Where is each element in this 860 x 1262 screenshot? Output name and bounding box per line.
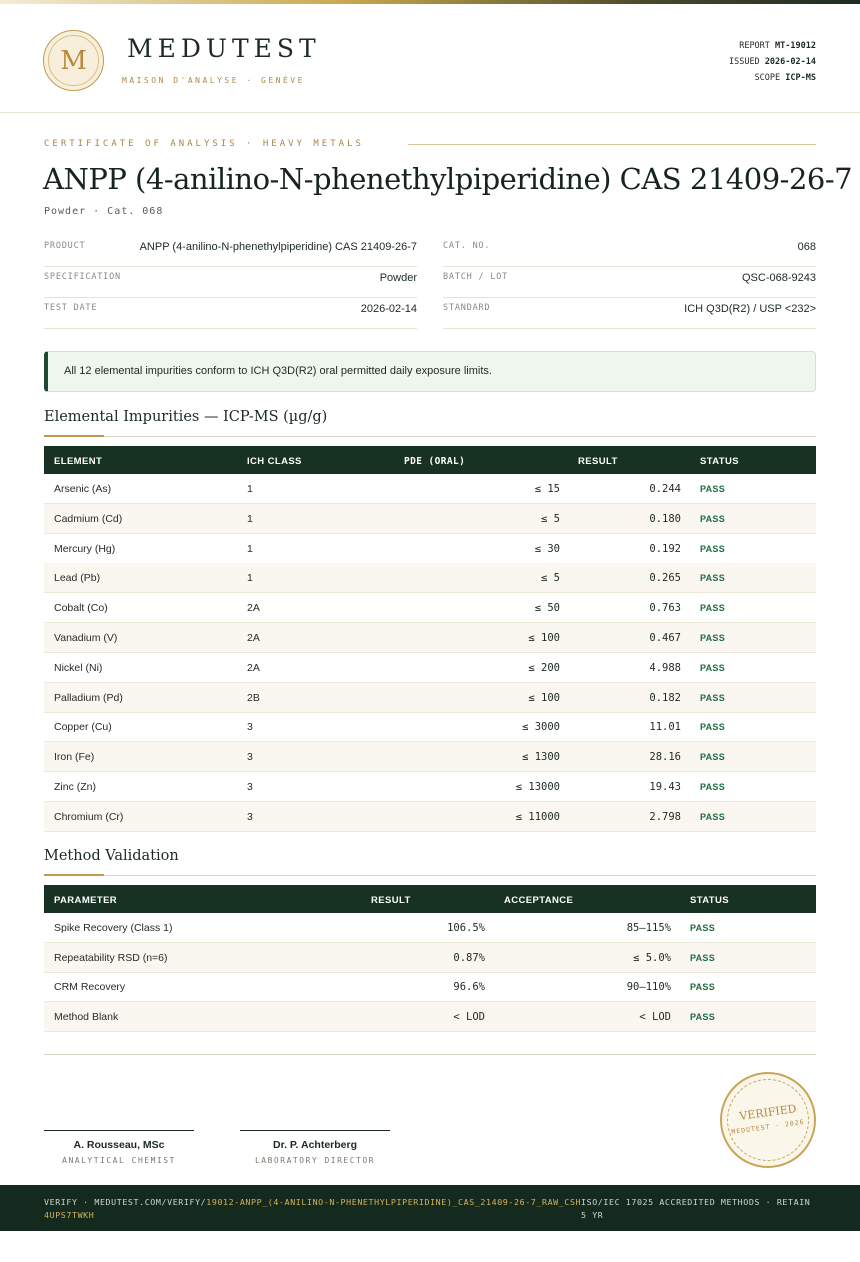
notice-text: All 12 elemental impurities conform to ICH Q3D(R2) oral permitted daily exposure limits. [64,365,492,377]
detail-product [44,236,417,267]
verified-stamp [720,1072,816,1168]
ich-class-cell: 3 [247,721,253,734]
report-label: REPORT [739,41,770,51]
certificate-subtitle: Powder · Cat. 068 [44,206,164,217]
brand-logo-letter: M [48,35,99,86]
result-cell: 19.43 [649,781,681,793]
section-accent [44,874,104,876]
status-badge: PASS [700,692,726,703]
table-row [44,653,816,683]
col-result: RESULT [578,456,618,467]
result-cell: < LOD [453,1011,485,1024]
detail-value: 2026-02-14 [360,303,417,315]
table-row [44,802,816,832]
report-meta [729,38,816,86]
col-result: RESULT [371,895,411,906]
col-status: STATUS [690,895,729,906]
signatory-role: LABORATORY DIRECTOR [254,1156,375,1165]
verify-link[interactable] [44,1196,584,1222]
accreditation-note: ISO/IEC 17025 ACCREDITED METHODS · RETAIN 5 YR [581,1197,811,1220]
status-badge: PASS [700,811,726,822]
signature-director [240,1130,390,1165]
status-badge: PASS [700,662,726,673]
table-row [44,742,816,772]
acceptance-cell: 85–115% [626,922,671,934]
section-accent [44,435,104,437]
detail-cat-no [443,236,816,267]
result-cell: 28.16 [649,751,681,764]
detail-label: PRODUCT [44,241,86,251]
status-badge: PASS [700,513,726,524]
conformance-notice [44,351,816,392]
element-cell: Iron (Fe) [54,751,95,764]
issued-label: ISSUED [728,57,760,67]
ich-class-cell: 1 [247,572,253,585]
pde-cell: ≤ 30 [534,542,560,555]
report-value: MT-19012 [775,41,816,51]
report-number [729,38,816,54]
scope-value: ICP-MS [785,73,816,83]
status-badge: PASS [700,782,726,792]
ich-class-cell: 1 [247,483,253,495]
stamp-subtext: MEDUTEST · 2026 [730,1117,806,1137]
table-row [44,623,816,653]
element-cell: Palladium (Pd) [54,691,123,704]
verify-path[interactable]: 19012-ANPP_(4-ANILINO-N-PHENETHYLPIPERIDINE)_CAS_21409-26-7_RAW_CSH4UPS7TWKH [44,1197,582,1220]
parameter-cell: CRM Recovery [54,981,126,994]
acceptance-cell: 90–110% [626,981,671,994]
verify-prefix: VERIFY · MEDUTEST.COM/VERIFY/ [44,1197,207,1207]
detail-value: ICH Q3D(R2) / USP <232> [684,303,816,315]
element-cell: Cadmium (Cd) [54,512,123,525]
ich-class-cell: 3 [247,751,253,764]
result-cell: 0.87% [453,951,485,964]
certificate-title: ANPP (4-anilino-N-phenethylpiperidine) CAS 21409-26-7 [43,162,853,196]
result-cell: 106.5% [447,922,485,934]
signatory-name: Dr. P. Achterberg [272,1139,358,1151]
scope [729,70,816,86]
table-row [44,593,816,623]
impurities-section-title: Elemental Impurities — ICP-MS (µg/g) [44,409,328,425]
detail-label: SPECIFICATION [44,272,121,282]
section-rule [44,875,816,876]
table-row [44,504,816,534]
element-cell: Cobalt (Co) [54,602,108,615]
detail-label: CAT. NO. [443,241,491,251]
table-row [44,913,816,943]
result-cell: 11.01 [649,721,681,734]
detail-standard [443,298,816,329]
acceptance-cell: ≤ 5.0% [633,951,671,964]
col-element: ELEMENT [54,456,103,467]
table-row [44,683,816,713]
col-status: STATUS [700,456,739,467]
brand-name: MEDUTEST [127,34,321,63]
element-cell: Arsenic (As) [54,483,112,495]
signatory-name: A. Rousseau, MSc [73,1139,165,1151]
pde-cell: ≤ 5 [541,572,560,585]
element-cell: Chromium (Cr) [54,810,124,823]
element-cell: Copper (Cu) [54,721,112,734]
signature-analyst [44,1130,194,1165]
table-row [44,943,816,973]
status-badge: PASS [700,484,726,494]
result-cell: 96.6% [453,981,485,994]
stamp-text: VERIFIED [738,1102,798,1123]
result-cell: 0.763 [649,602,681,615]
table-row [44,563,816,593]
element-cell: Vanadium (V) [54,632,118,644]
section-rule [44,436,816,437]
detail-value: ANPP (4-anilino-N-phenethylpiperidine) CAS 21409-26-7 [139,241,417,253]
result-cell: 2.798 [649,810,681,823]
eyebrow-divider [408,144,816,145]
validation-table-header [44,885,816,913]
parameter-cell: Repeatability RSD (n=6) [54,951,168,964]
table-row [44,772,816,802]
pde-cell: ≤ 3000 [522,721,560,734]
table-row [44,474,816,504]
page-footer [0,1185,860,1231]
signature-divider [44,1054,816,1055]
pde-cell: ≤ 15 [534,483,560,495]
col-pde: PDE (ORAL) [404,456,466,467]
detail-label: BATCH / LOT [443,272,509,282]
result-cell: 0.192 [649,542,681,555]
certificate-eyebrow: CERTIFICATE OF ANALYSIS · HEAVY METALS [44,139,364,149]
status-badge: PASS [700,603,726,614]
brand-tagline: MAISON D'ANALYSE · GENÈVE [122,76,305,85]
issued-value: 2026-02-14 [764,57,816,67]
detail-label: TEST DATE [44,303,98,313]
col-acceptance: ACCEPTANCE [504,895,574,906]
issued-date [729,54,816,70]
result-cell: 0.182 [649,691,681,704]
ich-class-cell: 2A [247,632,260,644]
table-row [44,1002,816,1032]
page-header [0,4,860,113]
validation-section-title: Method Validation [44,848,179,864]
element-cell: Mercury (Hg) [54,542,116,555]
status-badge: PASS [700,722,726,733]
result-cell: 0.180 [649,512,681,525]
detail-value: 068 [797,241,816,253]
detail-label: STANDARD [443,303,491,313]
detail-test-date [44,298,417,329]
table-row [44,712,816,742]
pde-cell: ≤ 11000 [515,810,560,823]
impurities-table-header [44,446,816,474]
pde-cell: ≤ 200 [528,661,560,674]
parameter-cell: Method Blank [54,1011,119,1024]
detail-specification [44,267,417,298]
pde-cell: ≤ 13000 [515,781,560,793]
status-badge: PASS [690,923,716,933]
result-cell: 4.988 [649,661,681,674]
detail-value: Powder [379,272,417,284]
status-badge: PASS [700,543,726,554]
pde-cell: ≤ 1300 [522,751,560,764]
status-badge: PASS [690,982,716,993]
detail-value: QSC-068-9243 [742,272,816,284]
status-badge: PASS [690,952,716,963]
scope-label: SCOPE [754,73,781,83]
ich-class-cell: 3 [247,810,253,823]
detail-batch-lot [443,267,816,298]
status-badge: PASS [690,1012,716,1023]
status-badge: PASS [700,752,726,763]
parameter-cell: Spike Recovery (Class 1) [54,922,173,934]
ich-class-cell: 2B [247,691,260,704]
element-cell: Zinc (Zn) [54,781,96,793]
ich-class-cell: 1 [247,512,253,525]
pde-cell: ≤ 5 [541,512,560,525]
ich-class-cell: 3 [247,781,253,793]
pde-cell: ≤ 100 [528,691,560,704]
pde-cell: ≤ 50 [534,602,560,615]
col-parameter: PARAMETER [54,895,118,906]
col-ich-class: ICH CLASS [247,456,302,467]
pde-cell: ≤ 100 [528,632,560,644]
signatory-role: ANALYTICAL CHEMIST [62,1156,176,1165]
ich-class-cell: 2A [247,602,260,615]
ich-class-cell: 1 [247,542,253,555]
result-cell: 0.244 [649,483,681,495]
result-cell: 0.467 [649,632,681,644]
table-row [44,534,816,564]
element-cell: Lead (Pb) [54,572,101,585]
element-cell: Nickel (Ni) [54,661,103,674]
table-row [44,972,816,1002]
ich-class-cell: 2A [247,661,260,674]
acceptance-cell: < LOD [639,1011,671,1024]
status-badge: PASS [700,633,726,643]
brand-logo [43,30,104,91]
status-badge: PASS [700,573,726,584]
result-cell: 0.265 [649,572,681,585]
